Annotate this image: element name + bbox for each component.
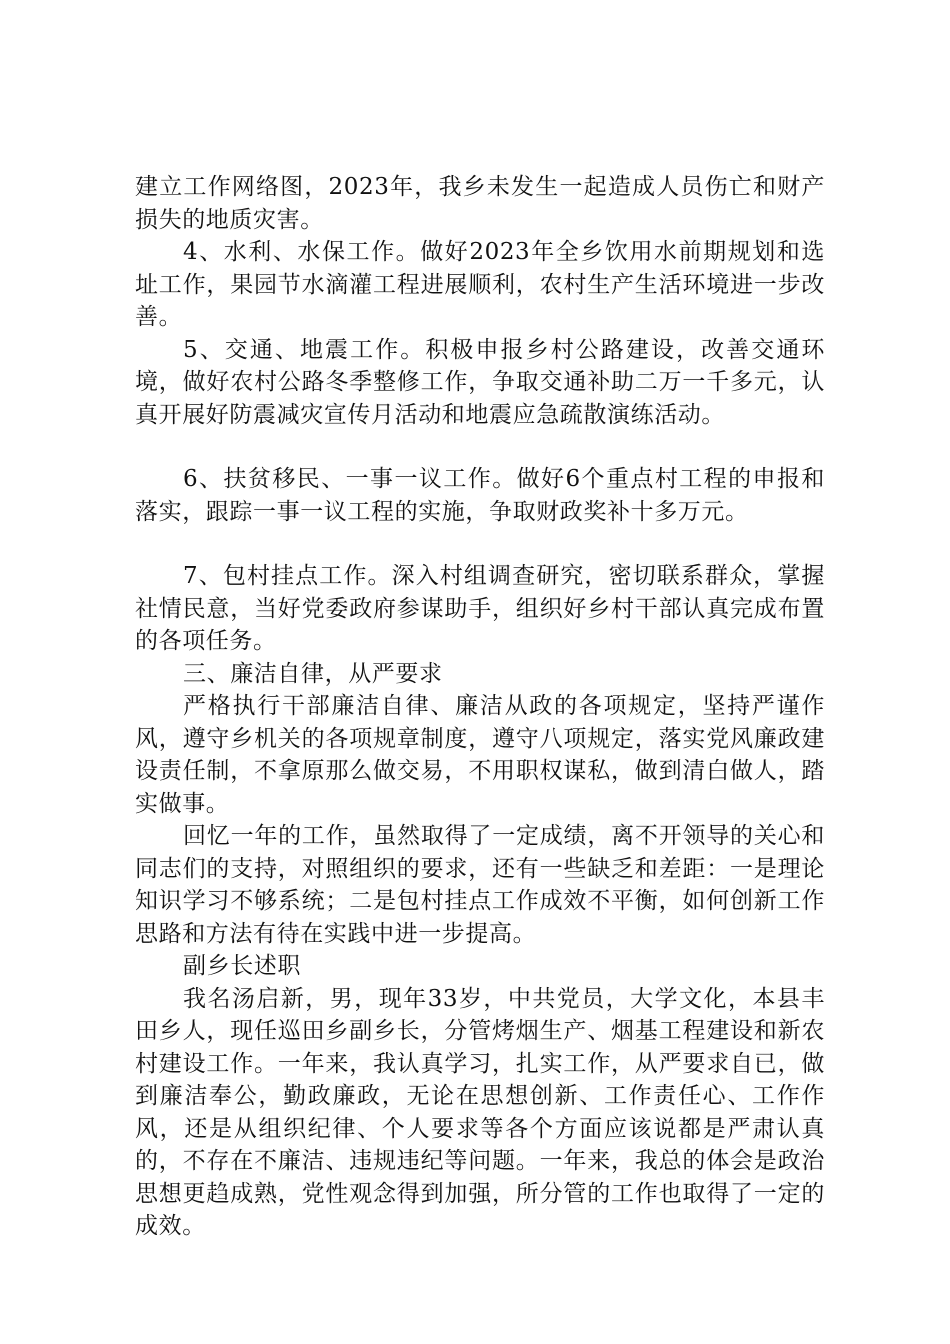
paragraph-poverty-relief: 6、扶贫移民、一事一议工作。做好6个重点村工程的申报和落实，跟踪一事一议工程的实施，争取财政奖补十多万元。 bbox=[135, 466, 825, 525]
paragraph-village-liaison: 7、包村挂点工作。深入村组调查研究，密切联系群众，掌握社情民意，当好党委政府参谋助手，组织好乡村干部认真完成布置的各项任务。 bbox=[135, 563, 825, 654]
section-heading-deputy-report: 副乡长述职 bbox=[183, 953, 301, 979]
paragraph-integrity-rules: 严格执行干部廉洁自律、廉洁从政的各项规定，坚持严谨作风，遵守乡机关的各项规章制度，遵守八项规定，落实党风廉政建设责任制，不拿原那么做交易，不用职权谋私，做到清白做人，踏实做事。 bbox=[135, 693, 825, 817]
paragraph-deputy-introduction: 我名汤启新，男，现年33岁，中共党员，大学文化，本县丰田乡人，现任巡田乡副乡长，分管烤烟生产、烟基工程建设和新农村建设工作。一年来，我认真学习，扎实工作，从严要求自已，做到廉洁奉公，勤政廉政，无论在思想创新、工作责任心、工作作风，还是从组织纪律、个人要求等各个方面应该说都是严肃认真的，不存在不廉洁、违规违纪等问题。一年来，我总的体会是政治思想更趋成熟，党性观念得到加强，所分管的工作也取得了一定的成效。 bbox=[135, 985, 825, 1239]
document-body bbox=[135, 171, 825, 1243]
paragraph-transport-earthquake: 5、交通、地震工作。积极申报乡村公路建设，改善交通环境，做好农村公路冬季整修工作，争取交通补助二万一千多元，认真开展好防震减灾宣传月活动和地震应急疏散演练活动。 bbox=[135, 336, 825, 428]
paragraph-water-conservancy: 4、水利、水保工作。做好2023年全乡饮用水前期规划和选址工作，果园节水滴灌工程进展顺利，农村生产生活环境进一步改善。 bbox=[135, 239, 825, 330]
section-heading-integrity: 三、廉洁自律，从严要求 bbox=[183, 660, 443, 687]
paragraph-year-review: 回忆一年的工作，虽然取得了一定成绩，离不开领导的关心和同志们的支持，对照组织的要求，还有一些缺乏和差距：一是理论知识学习不够系统；二是包村挂点工作成效不平衡，如何创新工作思路和方法有待在实践中进一步提高。 bbox=[135, 823, 825, 947]
paragraph-geology-continued: 建立工作网络图，2023年，我乡未发生一起造成人员伤亡和财产损失的地质灾害。 bbox=[135, 174, 825, 233]
